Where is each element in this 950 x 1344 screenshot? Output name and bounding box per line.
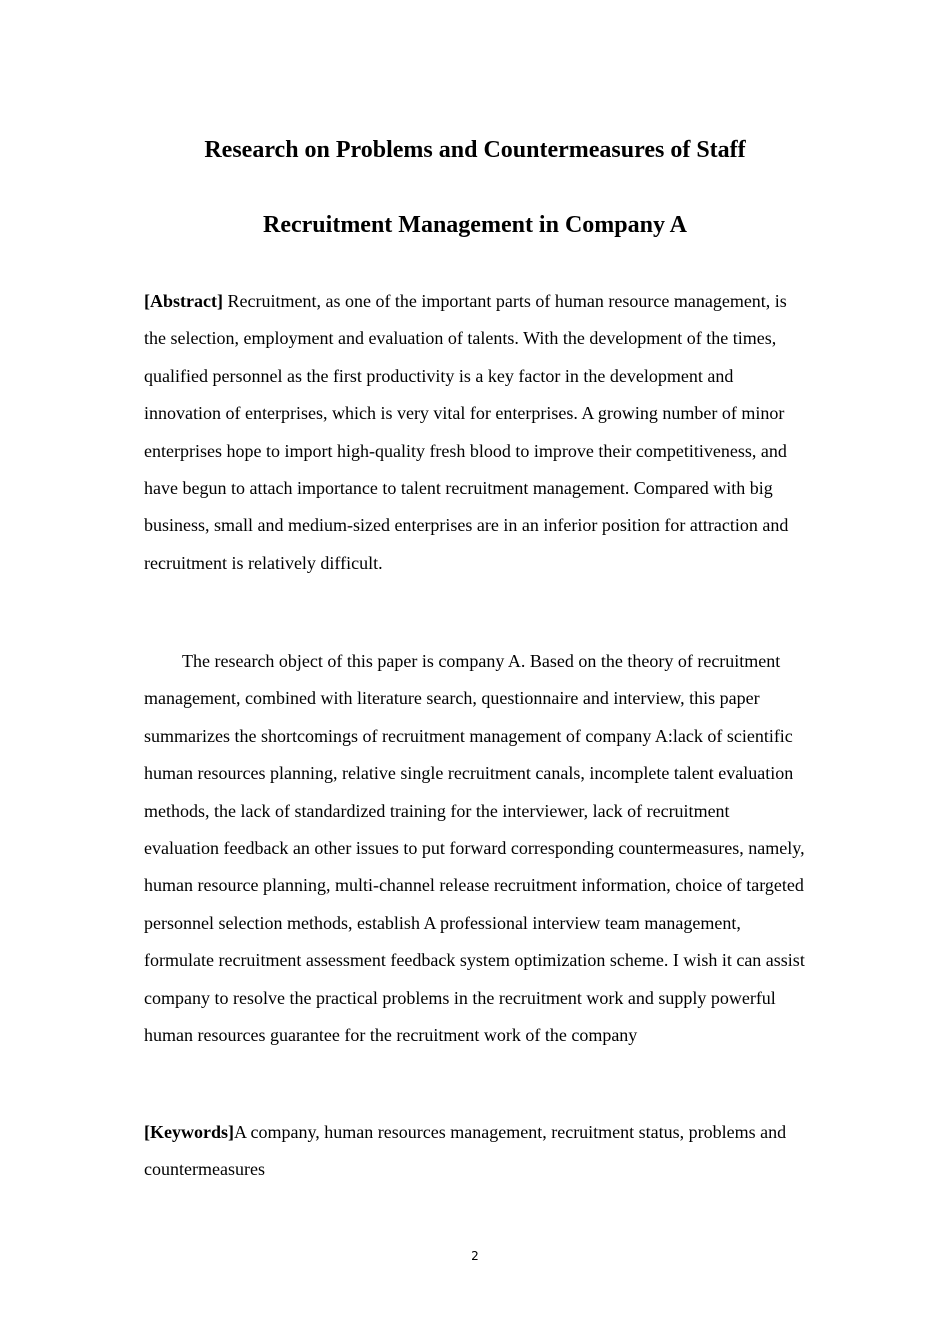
title-line-1: Research on Problems and Countermeasures of Staff bbox=[204, 137, 746, 163]
abstract-paragraph bbox=[144, 283, 808, 582]
body-paragraph: The research object of this paper is company A. Based on the theory of recruitment management, combined with literature search, questionnaire and interview, this paper summarizes the shortcomings of recruitment management of company A:lack of scientific human resources planning, relative single recruitment canals, incomplete talent evaluation methods, the lack of standardized training for the interviewer, lack of recruitment evaluation feedback an other issues to put forward corresponding countermeasures, namely, human resource planning, multi-channel release recruitment information, choice of targeted personnel selection methods, establish A professional interview team management, formulate recruitment assessment feedback system optimization scheme. I wish it can assist company to resolve the practical problems in the recruitment work and supply powerful human resources guarantee for the recruitment work of the company bbox=[144, 651, 805, 1046]
keywords-text: A company, human resources management, recruitment status, problems and countermeasures bbox=[144, 1122, 787, 1180]
keywords-label: [Keywords] bbox=[144, 1122, 234, 1142]
page-number: 2 bbox=[471, 1249, 479, 1263]
title-line-2: Recruitment Management in Company A bbox=[263, 212, 687, 238]
keywords-paragraph bbox=[144, 1114, 808, 1189]
abstract-text: Recruitment, as one of the important parts of human resource management, is the selection, employment and evaluation of talents. With the development of the times, qualified personnel as the first productivity is a key factor in the development and innovation of enterprises, which is very vital for enterprises. A growing number of minor enterprises hope to import high-quality fresh blood to improve their competitiveness, and have begun to attach importance to talent recruitment management. Compared with big business, small and medium-sized enterprises are in an inferior position for attraction and recruitment is relatively difficult. bbox=[144, 291, 789, 573]
abstract-label: [Abstract] bbox=[144, 291, 223, 311]
